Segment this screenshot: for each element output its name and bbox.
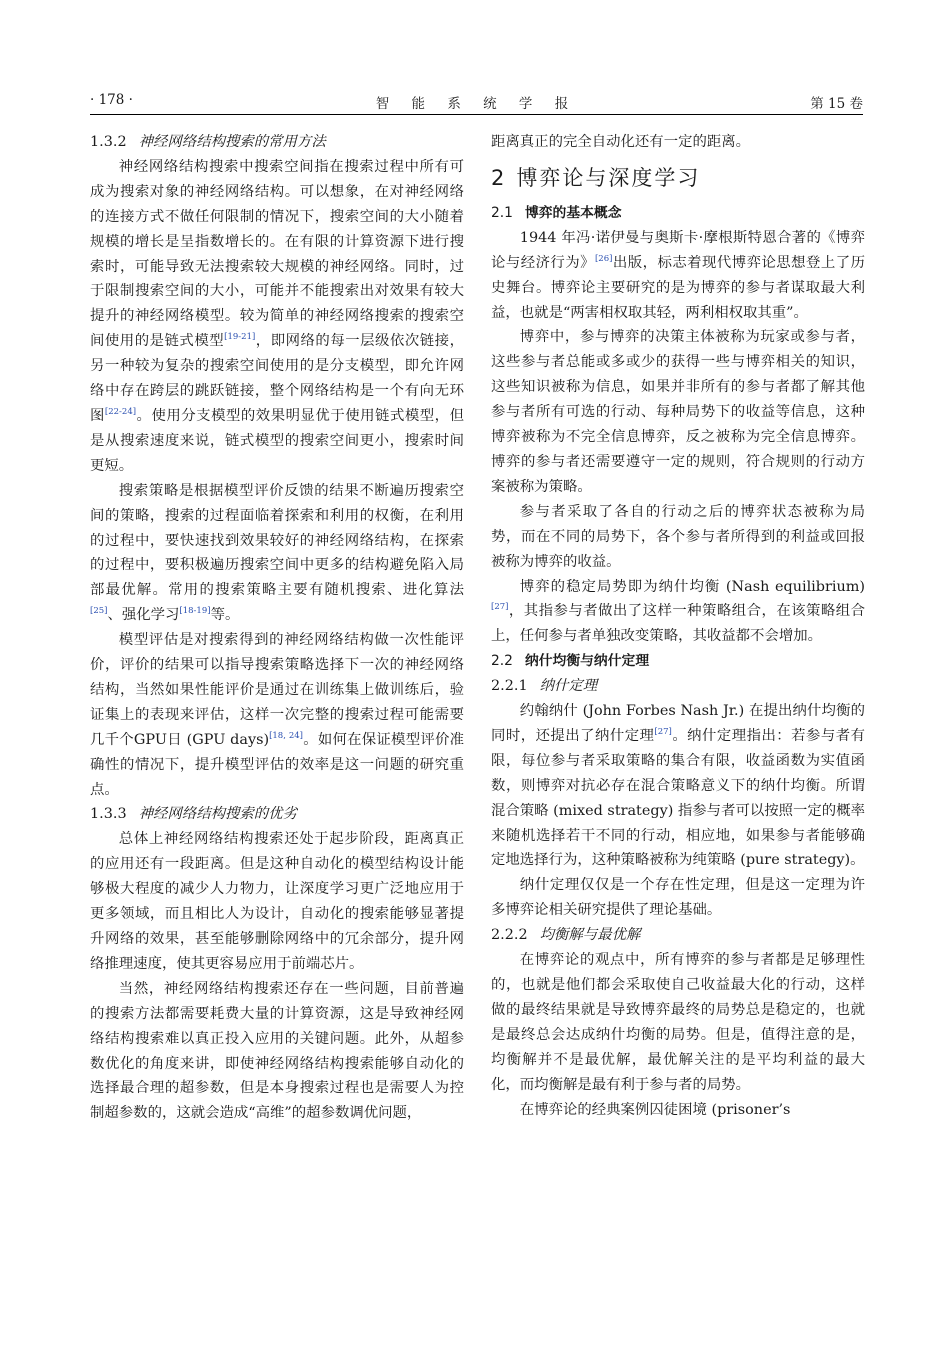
paragraph: 参与者采取了各自的行动之后的博弈状态被称为局势，而在不同的局势下，各个参与者所得到的利益或回报被称为博弈的收益。 (491, 503, 865, 570)
citation-link[interactable]: [26] (594, 253, 613, 264)
section-title: 均衡解与最优解 (539, 927, 641, 944)
paragraph-text: ，其指参与者做出了这样一种策略组合，在该策略组合上，任何参与者单独改变策略，其收益都不会增加。 (491, 603, 865, 645)
section-heading-1-3-2 (90, 130, 464, 155)
left-column (90, 130, 464, 1126)
section-title: 纳什定理 (539, 678, 598, 695)
paragraph-text: 等。 (210, 607, 240, 624)
paragraph: 当然，神经网络结构搜索还存在一些问题，目前普遍的搜索方法都需要耗费大量的计算资源，这是导致神经网络结构搜索难以真正投入应用的关键问题。此外，从超参数优化的角度来讲，即使神经网络结构搜索能够自动化的选择最合理的超参数，但是本身搜索过程也是需要人为控制超参数的，这就会造成“高维”的超参数调优问题， (90, 980, 464, 1122)
citation-link[interactable]: [27] (654, 726, 672, 737)
citation-link[interactable]: [18, 24] (269, 730, 303, 741)
section-title: 博弈论与深度学习 (516, 165, 701, 190)
paragraph (90, 155, 464, 479)
section-number: 2.2.2 (491, 927, 528, 944)
section-heading-1-3-3 (90, 802, 464, 827)
section-title: 神经网络结构搜索的常用方法 (138, 134, 326, 150)
section-heading-2-2 (491, 649, 865, 674)
paragraph (90, 628, 464, 802)
paragraph: 总体上神经网络结构搜索还处于起步阶段，距离真正的应用还有一段距离。但是这种自动化的模型结构设计能够极大程度的减少人力物力，让深度学习更广泛地应用于更多领域，而且相比人为设计，自动化的搜索能够显著提升网络的效果，甚至能够删除网络中的冗余部分，提升网络推理速度，使其更容易应用于前端芯片。 (90, 831, 464, 972)
paragraph-text: 模型评估是对搜索得到的神经网络结构做一次性能评价，评价的结果可以指导搜索策略选择下一次的神经网络结构，当然如果性能评价是通过在训练集上做训练后，验证集上的表现来评估，这样一次完整的搜索过程可能需要几千个GPU日 (GPU days) (90, 632, 464, 748)
paragraph (491, 226, 865, 326)
journal-title: 智 能 系 统 学 报 (375, 96, 578, 112)
section-heading-2-1 (491, 201, 865, 226)
running-header (90, 90, 863, 115)
section-title: 纳什均衡与纳什定理 (524, 653, 650, 670)
paragraph-text: 。纳什定理指出：若参与者有限，每位参与者采取策略的集合有限，收益函数为实值函数，则博弈对抗必存在混合策略意义下的纳什均衡。所谓混合策略 (mixed strategy) 指参与者可以按照一定的概率来随机选择若干不同的行动，相应地，如果参与者能够确定地选择行为，这种策略被称为纯策略 (pure strategy)。 (491, 727, 865, 869)
paragraph (491, 699, 865, 873)
section-number: 2 (491, 165, 507, 190)
paragraph-text: 。如何在保证模型评价准确性的情况下，提升模型评估的效率是这一问题的研究重点。 (90, 731, 464, 798)
paragraph-text: ，即网络的每一层级依次链接，另一种较为复杂的搜索空间使用的是分支模型，即允许网络中存在跨层的跳跃链接，整个网络结构是一个有向无环图 (90, 333, 464, 424)
paragraph: 纳什定理仅仅是一个存在性定理，但是这一定理为许多博弈论相关研究提供了理论基础。 (491, 877, 865, 919)
section-number: 2.1 (491, 204, 513, 221)
paragraph-text: 搜索策略是根据模型评价反馈的结果不断遍历搜索空间的策略，搜索的过程面临着探索和利用的权衡，在利用的过程中，要快速找到效果较好的神经网络结构，在探索的过程中，要积极遍历搜索空间中更多的结构避免陷入局部最优解。常用的搜索策略主要有随机搜索、进化算法 (90, 482, 464, 599)
citation-link[interactable]: [25] (90, 606, 108, 617)
section-heading-2 (491, 163, 865, 193)
section-number: 2.2.1 (491, 678, 528, 695)
paragraph: 博弈中，参与博弈的决策主体被称为玩家或参与者，这些参与者总能或多或少的获得一些与博弈相关的知识，这些知识被称为信息，如果并非所有的参与者都了解其他参与者所有可选的行动、每种局势下的收益等信息，这种博弈被称为不完全信息博弈，反之被称为完全信息博弈。博弈的参与者还需要遵守一定的规则，符合规则的行动方案被称为策略。 (491, 329, 865, 495)
paragraph (491, 575, 865, 650)
page-number: · 178 · (90, 92, 133, 108)
section-heading-2-2-2 (491, 923, 865, 948)
paragraph-text: 约翰纳什 (John Forbes Nash Jr.) 在提出纳什均衡的同时，还提出了纳什定理 (491, 703, 865, 744)
paragraph: 在博弈论的观点中，所有博弈的参与者都是足够理性的，也就是他们都会采取使自己收益最大化的行动，这样做的最终结果就是导致博弈最终的局势总是稳定的，也就是最终总会达成纳什均衡的局势。但是，值得注意的是，均衡解并不是最优解，最优解关注的是平均利益的最大化，而均衡解是最有利于参与者的局势。 (491, 952, 865, 1093)
section-title: 博弈的基本概念 (524, 204, 622, 221)
section-number: 1.3.3 (90, 806, 127, 823)
paragraph-text: 博弈的稳定局势即为纳什均衡 (Nash equilibrium) (519, 578, 865, 595)
paragraph-text: 1944 年冯·诺伊曼与奥斯卡·摩根斯特恩合著的《博弈论与经济行为》 (491, 229, 865, 271)
paragraph-text: 神经网络结构搜索中搜索空间指在搜索过程中所有可成为搜索对象的神经网络结构。可以想象，在对神经网络的连接方式不做任何限制的情况下，搜索空间的大小随着规模的增长是呈指数增长的。在有限的计算资源下进行搜索时，可能导致无法搜索较大规模的神经网络。同时，过于限制搜索空间的大小，可能并不能搜索出对效果有较大提升的神经网络模型。较为简单的神经网络搜索的搜索空间使用的是链式模型 (90, 158, 464, 350)
paragraph: 在博弈论的经典案例囚徒困境 (prisoner’s (519, 1101, 791, 1118)
citation-link[interactable]: [19-21] (224, 332, 256, 343)
citation-link[interactable]: [22-24] (104, 406, 137, 417)
section-number: 1.3.2 (90, 134, 127, 150)
volume-label: 第 15 卷 (810, 96, 863, 112)
paragraph (90, 479, 464, 628)
paragraph-text: 。使用分支模型的效果明显优于使用链式模型，但是从搜索速度来说，链式模型的搜索空间更小，搜索时间更短。 (90, 407, 464, 474)
paragraph-text: 、强化学习 (107, 607, 180, 624)
citation-link[interactable]: [18-19] (179, 606, 211, 617)
section-heading-2-2-1 (491, 674, 865, 699)
section-title: 神经网络结构搜索的优劣 (138, 806, 297, 823)
section-number: 2.2 (491, 653, 513, 670)
paragraph-text: 出版，标志着现代博弈论思想登上了历史舞台。博弈论主要研究的是为博弈的参与者谋取最大利益，也就是“两害相权取其轻，两利相权取其重”。 (491, 254, 865, 321)
right-column (491, 130, 865, 1122)
paragraph: 距离真正的完全自动化还有一定的距离。 (491, 134, 751, 150)
citation-link[interactable]: [27] (491, 602, 509, 613)
